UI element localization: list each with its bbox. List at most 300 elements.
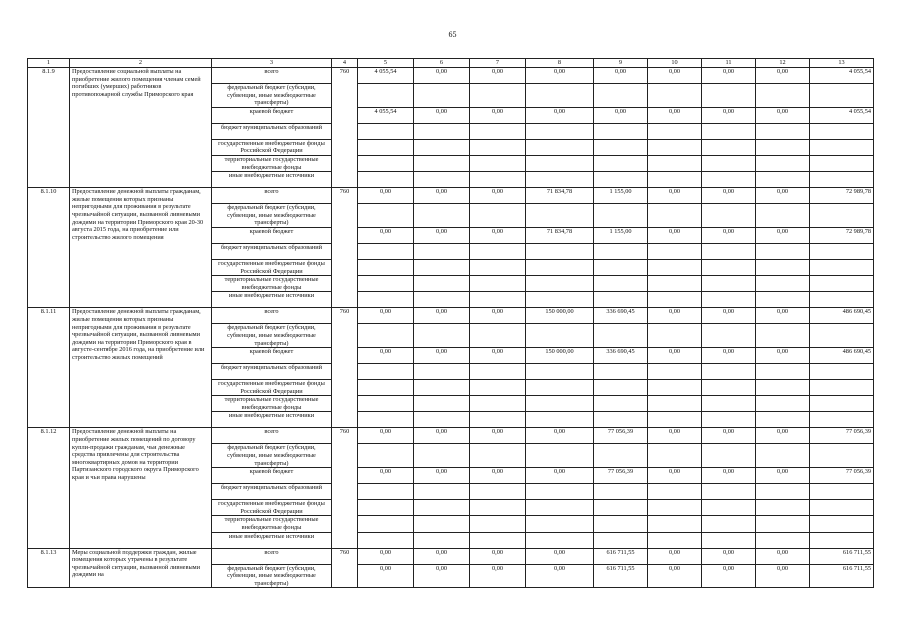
value-cell: [756, 500, 810, 516]
funding-source: государственные внебюджетные фонды Российской Федерации: [212, 380, 332, 396]
value-cell: [526, 396, 594, 412]
value-cell: 0,00: [756, 468, 810, 484]
value-cell: [594, 84, 648, 108]
value-cell: [756, 123, 810, 139]
value-cell: [470, 396, 526, 412]
table-row: [28, 548, 874, 564]
value-cell: 77 056,39: [594, 428, 648, 444]
funding-source: краевой бюджет: [212, 107, 332, 123]
value-cell: [414, 155, 470, 171]
value-cell: [702, 380, 756, 396]
value-cell: [702, 412, 756, 428]
column-header: 13: [810, 59, 874, 68]
value-cell: [810, 516, 874, 532]
column-header: 2: [70, 59, 212, 68]
value-cell: [358, 484, 414, 500]
value-cell: [526, 276, 594, 292]
value-cell: 0,00: [702, 564, 756, 588]
value-cell: 77 056,39: [810, 468, 874, 484]
value-cell: [470, 292, 526, 308]
funding-source: всего: [212, 548, 332, 564]
value-cell: [810, 292, 874, 308]
value-cell: [470, 123, 526, 139]
value-cell: 72 989,78: [810, 188, 874, 204]
value-cell: 0,00: [702, 308, 756, 324]
value-cell: [594, 172, 648, 188]
value-cell: [526, 155, 594, 171]
value-cell: [526, 172, 594, 188]
value-cell: 486 690,45: [810, 308, 874, 324]
value-cell: 4 055,54: [358, 68, 414, 84]
value-cell: [648, 324, 702, 348]
value-cell: [526, 204, 594, 228]
value-cell: [358, 123, 414, 139]
value-cell: 0,00: [648, 68, 702, 84]
value-cell: 0,00: [358, 348, 414, 364]
value-cell: [810, 412, 874, 428]
value-cell: [526, 259, 594, 275]
funding-source: иные внебюджетные источники: [212, 292, 332, 308]
value-cell: 0,00: [470, 188, 526, 204]
value-cell: [594, 139, 648, 155]
value-cell: [702, 324, 756, 348]
value-cell: 0,00: [414, 348, 470, 364]
value-cell: 0,00: [358, 308, 414, 324]
value-cell: [756, 532, 810, 548]
value-cell: [594, 532, 648, 548]
value-cell: 0,00: [648, 564, 702, 588]
value-cell: 0,00: [756, 308, 810, 324]
value-cell: 0,00: [526, 68, 594, 84]
value-cell: 71 834,78: [526, 227, 594, 243]
value-cell: 0,00: [756, 548, 810, 564]
value-cell: 150 000,00: [526, 348, 594, 364]
value-cell: [648, 139, 702, 155]
value-cell: 0,00: [702, 107, 756, 123]
value-cell: 0,00: [756, 107, 810, 123]
value-cell: [810, 484, 874, 500]
grbs-code: 760: [332, 308, 358, 428]
value-cell: [756, 259, 810, 275]
value-cell: [648, 444, 702, 468]
value-cell: [756, 155, 810, 171]
value-cell: [702, 84, 756, 108]
value-cell: [594, 292, 648, 308]
value-cell: [358, 259, 414, 275]
value-cell: [810, 380, 874, 396]
value-cell: 0,00: [470, 564, 526, 588]
value-cell: [414, 84, 470, 108]
value-cell: [756, 204, 810, 228]
value-cell: [470, 276, 526, 292]
value-cell: [648, 84, 702, 108]
value-cell: [594, 444, 648, 468]
value-cell: [526, 243, 594, 259]
item-name: Предоставление денежной выплаты на приобретение жилых помещений по договору купли-продажи гражданам, чьи денежные средства привлечены для строительства многоквартирных домов на территории Партизанского городского округа Приморского края и чьи права нарушены: [70, 428, 212, 548]
funding-source: федеральный бюджет (субсидии, субвенции, иные межбюджетные трансферты): [212, 204, 332, 228]
value-cell: 77 056,39: [810, 428, 874, 444]
value-cell: 0,00: [414, 564, 470, 588]
column-header: 12: [756, 59, 810, 68]
value-cell: 0,00: [358, 428, 414, 444]
value-cell: [414, 292, 470, 308]
value-cell: [702, 532, 756, 548]
value-cell: [526, 484, 594, 500]
funding-source: федеральный бюджет (субсидии, субвенции, иные межбюджетные трансферты): [212, 84, 332, 108]
item-code: 8.1.10: [28, 188, 70, 308]
value-cell: 0,00: [648, 188, 702, 204]
value-cell: [702, 276, 756, 292]
table-row: [28, 428, 874, 444]
value-cell: 616 711,55: [594, 564, 648, 588]
value-cell: [810, 396, 874, 412]
value-cell: [470, 484, 526, 500]
value-cell: [756, 364, 810, 380]
grbs-code: 760: [332, 68, 358, 188]
value-cell: 0,00: [414, 68, 470, 84]
value-cell: [414, 243, 470, 259]
value-cell: [470, 172, 526, 188]
funding-source: краевой бюджет: [212, 468, 332, 484]
value-cell: [648, 259, 702, 275]
value-cell: [810, 532, 874, 548]
funding-source: иные внебюджетные источники: [212, 532, 332, 548]
value-cell: [810, 84, 874, 108]
value-cell: [648, 243, 702, 259]
value-cell: [648, 500, 702, 516]
value-cell: [756, 444, 810, 468]
value-cell: [414, 396, 470, 412]
value-cell: [470, 444, 526, 468]
funding-source: краевой бюджет: [212, 348, 332, 364]
value-cell: [648, 364, 702, 380]
value-cell: [414, 444, 470, 468]
value-cell: 150 000,00: [526, 308, 594, 324]
value-cell: [648, 172, 702, 188]
value-cell: [648, 516, 702, 532]
funding-source: территориальные государственные внебюджетные фонды: [212, 276, 332, 292]
funding-source: бюджет муниципальных образований: [212, 123, 332, 139]
value-cell: 0,00: [756, 348, 810, 364]
value-cell: 0,00: [756, 188, 810, 204]
value-cell: 77 056,39: [594, 468, 648, 484]
value-cell: [810, 172, 874, 188]
item-name: Предоставление денежной выплаты гражданам, жилые помещения которых признаны непригодными для проживания в результате чрезвычайной ситуации, вызванной ливневыми дождями на территории Приморского края 20-30 августа 2015 года, на приобретение или строительство жилого помещения: [70, 188, 212, 308]
value-cell: 0,00: [414, 428, 470, 444]
funding-source: иные внебюджетные источники: [212, 172, 332, 188]
funding-source: федеральный бюджет (субсидии, субвенции, иные межбюджетные трансферты): [212, 324, 332, 348]
column-number-row: [28, 59, 874, 68]
value-cell: [702, 259, 756, 275]
value-cell: 0,00: [414, 227, 470, 243]
value-cell: [526, 412, 594, 428]
item-code: 8.1.12: [28, 428, 70, 548]
value-cell: [358, 516, 414, 532]
value-cell: [414, 139, 470, 155]
funding-source: бюджет муниципальных образований: [212, 243, 332, 259]
column-header: 5: [358, 59, 414, 68]
value-cell: [470, 243, 526, 259]
table-row: [28, 68, 874, 84]
value-cell: [594, 364, 648, 380]
value-cell: [756, 243, 810, 259]
item-name: Предоставление денежной выплаты гражданам, жилые помещения которых признаны непригодными для проживания в результате чрезвычайной ситуации, вызванной ливневыми дождями на территории Приморского края в августе-сентябре 2016 года, на приобретение или строительство жилых помещений: [70, 308, 212, 428]
value-cell: [756, 292, 810, 308]
value-cell: [526, 292, 594, 308]
value-cell: 0,00: [414, 468, 470, 484]
value-cell: [702, 139, 756, 155]
value-cell: [526, 532, 594, 548]
funding-source: иные внебюджетные источники: [212, 412, 332, 428]
value-cell: 0,00: [702, 348, 756, 364]
value-cell: [756, 172, 810, 188]
value-cell: 0,00: [470, 348, 526, 364]
funding-source: территориальные государственные внебюджетные фонды: [212, 155, 332, 171]
value-cell: [702, 500, 756, 516]
value-cell: [414, 484, 470, 500]
value-cell: [756, 516, 810, 532]
column-header: 6: [414, 59, 470, 68]
value-cell: [470, 324, 526, 348]
value-cell: [358, 172, 414, 188]
column-header: 3: [212, 59, 332, 68]
value-cell: [810, 139, 874, 155]
value-cell: 0,00: [756, 564, 810, 588]
value-cell: 0,00: [470, 548, 526, 564]
value-cell: [470, 516, 526, 532]
value-cell: [594, 396, 648, 412]
value-cell: [648, 123, 702, 139]
value-cell: 0,00: [414, 308, 470, 324]
funding-source: всего: [212, 188, 332, 204]
value-cell: [414, 532, 470, 548]
value-cell: 0,00: [756, 428, 810, 444]
value-cell: [358, 412, 414, 428]
funding-source: территориальные государственные внебюджетные фонды: [212, 396, 332, 412]
column-header: 8: [526, 59, 594, 68]
value-cell: [756, 412, 810, 428]
value-cell: 0,00: [702, 468, 756, 484]
value-cell: [702, 292, 756, 308]
value-cell: [810, 155, 874, 171]
budget-table: [27, 58, 874, 588]
value-cell: [594, 324, 648, 348]
value-cell: [810, 276, 874, 292]
value-cell: [526, 516, 594, 532]
value-cell: [810, 364, 874, 380]
value-cell: [648, 484, 702, 500]
value-cell: [414, 516, 470, 532]
value-cell: 0,00: [702, 227, 756, 243]
value-cell: 0,00: [358, 468, 414, 484]
value-cell: 0,00: [594, 68, 648, 84]
value-cell: [526, 444, 594, 468]
value-cell: [702, 123, 756, 139]
value-cell: [358, 324, 414, 348]
funding-source: государственные внебюджетные фонды Российской Федерации: [212, 139, 332, 155]
value-cell: [594, 243, 648, 259]
item-name: Предоставление социальной выплаты на приобретение жилого помещения членам семей погибших (умерших) работников противопожарной службы Приморского края: [70, 68, 212, 188]
value-cell: 0,00: [414, 107, 470, 123]
value-cell: [648, 412, 702, 428]
value-cell: 4 055,54: [810, 107, 874, 123]
value-cell: 0,00: [702, 428, 756, 444]
value-cell: [594, 380, 648, 396]
value-cell: [414, 204, 470, 228]
value-cell: 0,00: [414, 188, 470, 204]
value-cell: [414, 276, 470, 292]
value-cell: [470, 412, 526, 428]
value-cell: 0,00: [648, 227, 702, 243]
column-header: 7: [470, 59, 526, 68]
value-cell: [702, 484, 756, 500]
value-cell: [810, 123, 874, 139]
value-cell: [470, 364, 526, 380]
value-cell: [358, 444, 414, 468]
value-cell: [702, 444, 756, 468]
value-cell: [648, 380, 702, 396]
column-header: 1: [28, 59, 70, 68]
table-row: [28, 308, 874, 324]
funding-source: всего: [212, 428, 332, 444]
value-cell: [470, 84, 526, 108]
value-cell: 616 711,55: [594, 548, 648, 564]
value-cell: [648, 292, 702, 308]
value-cell: [702, 364, 756, 380]
value-cell: [648, 532, 702, 548]
value-cell: [526, 123, 594, 139]
funding-source: бюджет муниципальных образований: [212, 484, 332, 500]
value-cell: 616 711,55: [810, 564, 874, 588]
value-cell: 0,00: [526, 468, 594, 484]
value-cell: 0,00: [702, 68, 756, 84]
value-cell: 71 834,78: [526, 188, 594, 204]
item-code: 8.1.13: [28, 548, 70, 588]
page-number: 65: [448, 30, 457, 39]
value-cell: [594, 500, 648, 516]
value-cell: [414, 172, 470, 188]
value-cell: [756, 380, 810, 396]
value-cell: [470, 259, 526, 275]
funding-source: бюджет муниципальных образований: [212, 364, 332, 380]
value-cell: [358, 139, 414, 155]
value-cell: [470, 204, 526, 228]
value-cell: [470, 500, 526, 516]
value-cell: [358, 84, 414, 108]
value-cell: [470, 380, 526, 396]
value-cell: 0,00: [648, 348, 702, 364]
value-cell: 0,00: [648, 308, 702, 324]
value-cell: [414, 123, 470, 139]
value-cell: [470, 139, 526, 155]
value-cell: [648, 396, 702, 412]
value-cell: [358, 380, 414, 396]
value-cell: [470, 532, 526, 548]
column-header: 11: [702, 59, 756, 68]
value-cell: 0,00: [648, 468, 702, 484]
value-cell: 0,00: [470, 308, 526, 324]
value-cell: [470, 155, 526, 171]
value-cell: 0,00: [358, 564, 414, 588]
value-cell: [648, 204, 702, 228]
column-header: 9: [594, 59, 648, 68]
value-cell: 0,00: [526, 564, 594, 588]
value-cell: [358, 396, 414, 412]
value-cell: 0,00: [526, 428, 594, 444]
value-cell: 0,00: [526, 548, 594, 564]
value-cell: [526, 500, 594, 516]
value-cell: 0,00: [358, 548, 414, 564]
value-cell: [594, 276, 648, 292]
value-cell: [526, 364, 594, 380]
value-cell: 336 690,45: [594, 348, 648, 364]
value-cell: 0,00: [470, 107, 526, 123]
value-cell: [702, 155, 756, 171]
value-cell: [594, 259, 648, 275]
value-cell: 0,00: [702, 188, 756, 204]
value-cell: 0,00: [756, 68, 810, 84]
funding-source: федеральный бюджет (субсидии, субвенции, иные межбюджетные трансферты): [212, 444, 332, 468]
value-cell: 336 690,45: [594, 308, 648, 324]
value-cell: [414, 324, 470, 348]
value-cell: [526, 84, 594, 108]
value-cell: [702, 172, 756, 188]
value-cell: 0,00: [470, 428, 526, 444]
value-cell: 4 055,54: [810, 68, 874, 84]
value-cell: [756, 84, 810, 108]
value-cell: [358, 500, 414, 516]
value-cell: [594, 123, 648, 139]
funding-source: краевой бюджет: [212, 227, 332, 243]
value-cell: [526, 380, 594, 396]
value-cell: [702, 243, 756, 259]
value-cell: [358, 204, 414, 228]
value-cell: [756, 484, 810, 500]
value-cell: [810, 204, 874, 228]
value-cell: [702, 396, 756, 412]
value-cell: [414, 259, 470, 275]
value-cell: [810, 243, 874, 259]
value-cell: [648, 155, 702, 171]
value-cell: 0,00: [648, 548, 702, 564]
value-cell: 0,00: [526, 107, 594, 123]
item-name: Меры социальной поддержки граждан, жилые помещения которых утрачены в результате чрезвычайной ситуации, вызванной ливневыми дождями на: [70, 548, 212, 588]
value-cell: [810, 259, 874, 275]
value-cell: 0,00: [756, 227, 810, 243]
table-row: [28, 188, 874, 204]
value-cell: [756, 139, 810, 155]
value-cell: 0,00: [470, 227, 526, 243]
value-cell: [526, 324, 594, 348]
item-code: 8.1.11: [28, 308, 70, 428]
funding-source: всего: [212, 308, 332, 324]
value-cell: [810, 444, 874, 468]
funding-source: государственные внебюджетные фонды Российской Федерации: [212, 259, 332, 275]
value-cell: [358, 364, 414, 380]
value-cell: 486 690,45: [810, 348, 874, 364]
value-cell: [594, 155, 648, 171]
funding-source: федеральный бюджет (субсидии, субвенции, иные межбюджетные трансферты): [212, 564, 332, 588]
value-cell: [702, 204, 756, 228]
value-cell: [810, 324, 874, 348]
value-cell: 0,00: [470, 468, 526, 484]
funding-source: территориальные государственные внебюджетные фонды: [212, 516, 332, 532]
value-cell: 0,00: [648, 107, 702, 123]
column-header: 4: [332, 59, 358, 68]
value-cell: [414, 500, 470, 516]
grbs-code: 760: [332, 188, 358, 308]
value-cell: [756, 324, 810, 348]
